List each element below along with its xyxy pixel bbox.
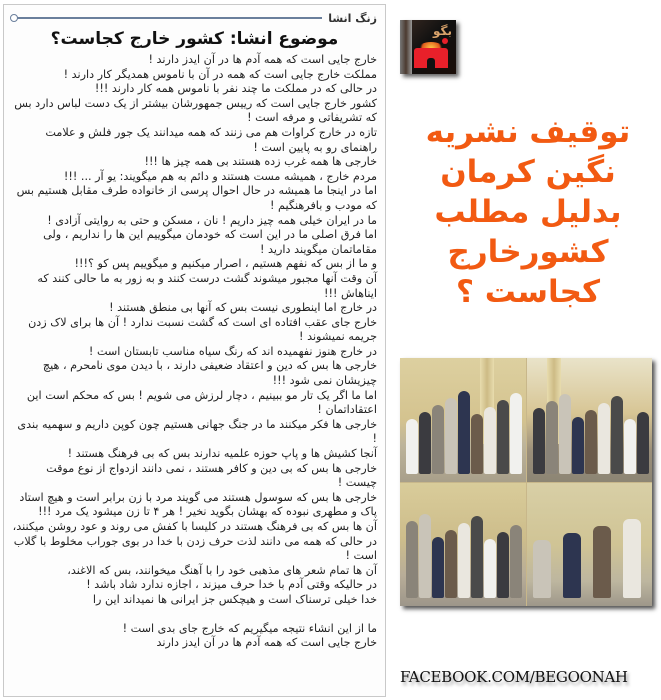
photo-quadrant-top-right bbox=[527, 358, 653, 482]
person-figure bbox=[546, 401, 558, 474]
person-figure bbox=[510, 393, 522, 474]
article-body bbox=[12, 53, 377, 651]
article-clipping bbox=[3, 4, 386, 697]
person-figure bbox=[471, 414, 483, 474]
paragraph-gap bbox=[12, 608, 377, 622]
person-figure bbox=[637, 412, 649, 474]
person-figure bbox=[406, 419, 418, 474]
person-figure bbox=[611, 396, 623, 474]
person-figure bbox=[445, 398, 457, 474]
article-title: موضوع انشا: کشور خارج کجاست؟ bbox=[50, 29, 339, 49]
logo-mark bbox=[414, 48, 448, 68]
article-line: ما در ایران خیلی همه چیز داریم ! نان ، مسکن و حتی به روایتی آزادی ! bbox=[47, 213, 377, 227]
section-header bbox=[12, 11, 377, 25]
article-line: آن ها بس که بی فرهنگ هستند در کلیسا با کفش می روند و عود روشن میکنند، در حالی که همه می دانند لذت حرف زدن با خدا در بوی جوراب مخلوط با گلاب است ! bbox=[12, 520, 377, 563]
article-line: آن ها تمام شعر های مذهبی خود را با آهنگ میخوانند، بس که الاغند، bbox=[67, 563, 377, 577]
article-line: خارج جایی است که همه آدم ها در آن ایدز دارند ! bbox=[148, 53, 377, 66]
logo-bark bbox=[400, 20, 412, 74]
article-line: در خارج هنوز نفهمیده اند که رنگ سیاه مناسب تابستان است ! bbox=[88, 344, 377, 358]
article-line: خارجی ها فکر میکنند ما در جنگ جهانی هستیم چون کوپن داریم و سهمیه بندی ! bbox=[17, 417, 377, 446]
article-line: و ما از بس که نفهم هستیم ، اصرار میکنیم و میگوییم پس کو ؟!!! bbox=[74, 257, 377, 271]
article-line: آن وقت آنها مجبور میشوند گشت درست کنند و به زور به ما حالی کنند که ایناهاش !!! bbox=[37, 271, 377, 300]
article-line: در خارج اما اینطوری نیست بس که آنها بی منطق هستند ! bbox=[109, 301, 377, 315]
article-line: ما از این انشاء نتیجه میگیریم که خارج جای بدی است ! bbox=[122, 621, 377, 635]
person-figure bbox=[533, 540, 551, 598]
person-figure bbox=[598, 403, 610, 474]
article-line: خارجی ها بس که دین و اعتقاد ضعیفی دارند ، با دیدن موی نامحرم ، هیچ چیزیشان نمی شود !!! bbox=[42, 359, 377, 388]
person-figure bbox=[624, 419, 636, 474]
person-figure bbox=[432, 405, 444, 474]
article-line: در حالیکه وقتی آدم با خدا حرف میزند ، اجازه ندارد شاد باشد ! bbox=[86, 578, 377, 592]
person-figure bbox=[497, 400, 509, 474]
article-line: خارجی ها همه غرب زده هستند بی همه چیز ها !!! bbox=[144, 155, 377, 169]
logo-word: بگو bbox=[432, 24, 452, 38]
person-figure bbox=[458, 391, 470, 474]
person-figure bbox=[623, 519, 641, 598]
article-line: خارجی ها بس که بی دین و کافر هستند ، نمی دانند ازدواج از نوع موقت چیست ! bbox=[46, 461, 377, 490]
section-label: زنگ انشا bbox=[328, 11, 377, 25]
person-figure bbox=[497, 532, 509, 598]
person-figure bbox=[419, 412, 431, 474]
person-figure bbox=[559, 394, 571, 474]
article-line: خارجی ها بس که سوسول هستند می گویند مرد با زن برابر است و هیچ استاد پاک و مطهری نبوده که بهشان بگوید نخیر ! هر ۴ تا زن میشود یک مرد !!! bbox=[19, 490, 377, 519]
person-figure bbox=[593, 526, 611, 598]
photo-quadrant-top-left bbox=[400, 358, 526, 482]
photo-quadrant-bottom-right bbox=[527, 483, 653, 607]
person-figure bbox=[471, 516, 483, 598]
person-figure bbox=[458, 523, 470, 598]
article-line: خدا خیلی ترسناک است و هیچکس جز ایرانی ها نمیداند این را bbox=[92, 592, 377, 606]
article-line: اما ما اگر یک تار مو ببینیم ، دچار لرزش می شویم ! بس که محکم است این اعتقاداتمان ! bbox=[26, 388, 377, 417]
person-figure bbox=[484, 539, 496, 598]
article-line: تازه در خارج کراوات هم می زنند که همه میدانند یک جور فلش و علامت راهنمای رو به پایین است ! bbox=[45, 125, 377, 154]
photo-collage bbox=[400, 358, 652, 606]
person-figure bbox=[406, 521, 418, 598]
person-figure bbox=[510, 525, 522, 598]
person-figure bbox=[533, 408, 545, 474]
photo-quadrant-bottom-left bbox=[400, 483, 526, 607]
headline: توقیف نشریه نگین کرمان بدلیل مطلب کشورخارج کجاست ؟ bbox=[425, 114, 631, 310]
person-figure bbox=[432, 537, 444, 598]
article-line: مردم خارج ، همیشه مست هستند و دائم به هم میگویند: یو آر ... !!! bbox=[63, 169, 377, 183]
person-figure bbox=[419, 514, 431, 598]
article-line: کشور خارج جایی است که رییس جمهورشان بیشتر از یک دست لباس دارد بس که تشریفاتی و مرفه است ! bbox=[14, 96, 377, 125]
article-line: مملکت خارج جایی است که همه در آن با ناموس همدیگر کار دارند ! bbox=[63, 67, 377, 81]
article-line: آنجا کشیش ها و پاپ حوزه علمیه ندارند بس که بی فرهنگ هستند ! bbox=[67, 447, 377, 461]
person-figure bbox=[445, 530, 457, 598]
article-line: خارج جای عقب افتاده ای است که گشت نسبت ندارد ! آن ها برای لاک زدن جریمه نمیشوند ! bbox=[28, 315, 377, 344]
person-figure bbox=[572, 417, 584, 474]
article-line: اما در اینجا ما همیشه در حال احوال پرسی از خانواده طرف مقابل هستیم بس که مودب و بافرهنگیم ! bbox=[16, 184, 377, 212]
logo-dot bbox=[442, 38, 448, 44]
article-line: در حالی که در مملکت ما چند نفر با ناموس همه کار دارند !!! bbox=[94, 82, 377, 96]
begoonah-logo-icon bbox=[400, 20, 456, 74]
article-line: خارج جایی است که همه آدم ها در آن ایدز دارند bbox=[156, 636, 377, 650]
person-figure bbox=[484, 407, 496, 474]
person-figure bbox=[563, 533, 581, 598]
person-figure bbox=[585, 410, 597, 474]
facebook-url: FACEBOOK.COM/BEGOONAH bbox=[400, 668, 628, 686]
article-line: اما فرق اصلی ما در این است که خودمان میگوییم این ها را نداریم ، ولی مقاماتمان میگویند دارید ! bbox=[43, 228, 377, 256]
section-divider bbox=[16, 17, 322, 19]
